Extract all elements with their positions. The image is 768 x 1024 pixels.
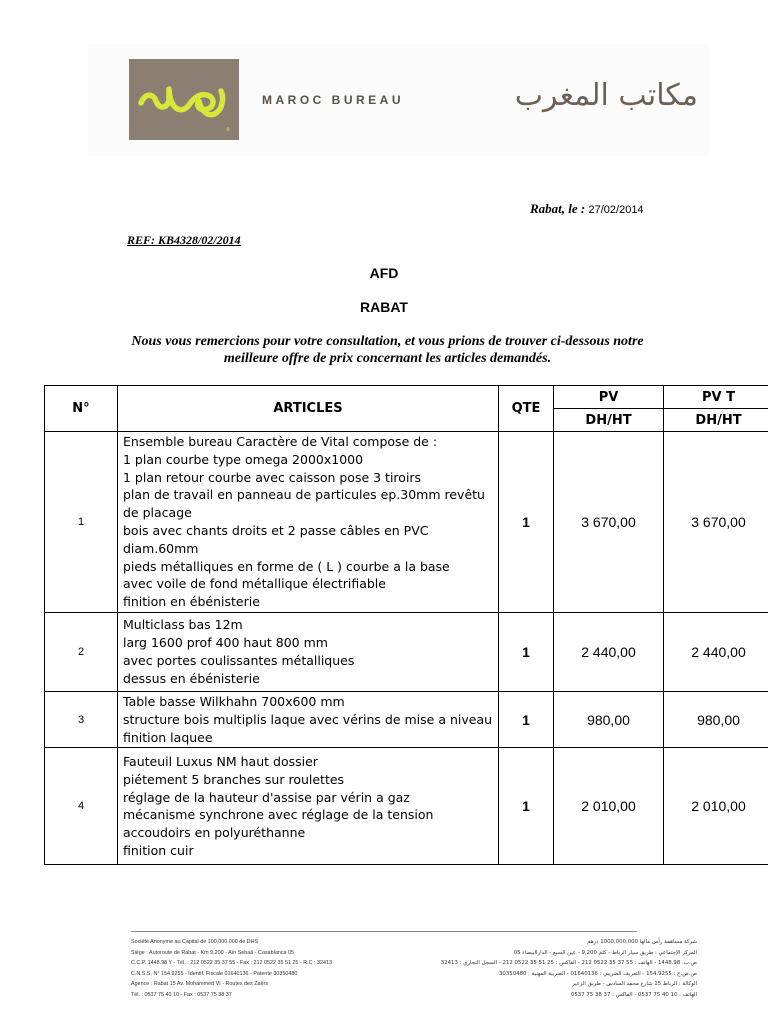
header-qte: QTE — [499, 386, 554, 432]
article-description — [118, 748, 499, 865]
article-line: larg 1600 prof 400 haut 800 mm — [123, 635, 328, 651]
row-number: 3 — [45, 691, 118, 747]
svg-text:®: ® — [226, 127, 230, 133]
table-row — [45, 432, 768, 613]
unit-price: 2 010,00 — [554, 748, 664, 865]
footer-divider — [131, 931, 637, 932]
footer-line: Tél. : 0537 75 40 10 - Fax : 0537 75 38 37 — [131, 991, 232, 998]
article-line: plan de travail en panneau de particules ep.30mm revêtu — [123, 487, 485, 503]
footer-line: C.N.S.S. N° 154.9255 - Identif. Fiscale 01640136 - Patente 30350480 — [131, 970, 298, 977]
company-logo — [129, 59, 239, 140]
quantity: 1 — [499, 612, 554, 691]
footer-line: C.C.P. 1448.98 Y - Tél. : 212 0522 35 37 55 - Fax : 212 0522 35 51 25 - R.C : 32413 — [131, 960, 332, 966]
quantity: 1 — [499, 432, 554, 613]
row-number: 4 — [45, 748, 118, 865]
article-line: 1 plan retour courbe avec caisson pose 3 tiroirs — [123, 469, 422, 485]
footer-line: ص.ض.ج : 154.9255 - التعريف الضريبي : 01640136 - الضريبة المهنية : 30350480 — [499, 970, 697, 977]
table-row — [45, 612, 768, 691]
header-no: N° — [45, 386, 118, 432]
header-unit-pvt: DH/HT — [664, 409, 768, 432]
brand-name-latin: MAROC BUREAU — [262, 93, 404, 107]
article-line: finition laquee — [123, 729, 213, 745]
intro-line: meilleure offre de prix concernant les articles demandés. — [223, 351, 552, 366]
article-line: avec voile de fond métallique électrifiable — [123, 576, 386, 592]
article-line: de placage — [123, 505, 192, 521]
article-line: Fauteuil Luxus NM haut dossier — [123, 753, 318, 769]
row-number: 2 — [45, 612, 118, 691]
article-line: finition en ébénisterie — [123, 594, 260, 610]
row-number: 1 — [45, 432, 118, 613]
reference-number: REF: KB4328/02/2014 — [127, 233, 241, 247]
article-line: Ensemble bureau Caractère de Vital compose de : — [123, 434, 438, 449]
letter-date — [530, 201, 710, 217]
article-description — [118, 432, 499, 613]
header-articles: ARTICLES — [118, 386, 499, 432]
recipient-city: RABAT — [360, 299, 408, 315]
article-line: structure bois multiplis laque avec vérins de mise a niveau — [123, 711, 493, 727]
logo-mark-icon — [129, 59, 239, 140]
header-unit-pv: DH/HT — [554, 409, 664, 432]
header-pvt: PV T — [664, 386, 768, 409]
footer-line: Siège : Autoroute de Rabat - Km 9,200 - Aïn Sebaâ - Casablanca 05 — [131, 949, 295, 956]
article-line: bois avec chants droits et 2 passe câbles en PVC — [123, 522, 429, 538]
article-line: diam.60mm — [123, 540, 199, 556]
date-value: 27/02/2014 — [588, 204, 644, 216]
header-pv: PV — [554, 386, 664, 409]
total-price: 2 010,00 — [664, 748, 768, 865]
footer-line: Agence : Rabat 15 Av. Mohammed VI - Routes des Zaërs — [131, 981, 269, 987]
brand-name-arabic: مكاتب المغرب — [514, 78, 698, 113]
intro-text — [60, 333, 715, 367]
article-line: Multiclass bas 12m — [123, 617, 243, 633]
article-line: Table basse Wilkhahn 700x600 mm — [123, 693, 345, 709]
total-price: 3 670,00 — [664, 432, 768, 613]
article-line: finition cuir — [123, 842, 194, 858]
article-line: 1 plan courbe type omega 2000x1000 — [123, 451, 364, 467]
article-line: dessus en ébénisterie — [123, 670, 260, 686]
article-line: pieds métalliques en forme de ( L ) courbe a la base — [123, 558, 450, 574]
price-offer-table — [44, 385, 768, 865]
article-line: accoudoirs en polyuréthanne — [123, 825, 306, 841]
article-line: piétement 5 branches sur roulettes — [123, 771, 345, 787]
footer-line: ص.ب. 1448.98 - الهاتف : 55 37 35 0522 212 - الفاكس : 25 51 35 0522 212 - السجل التجاري : 32413 — [440, 960, 697, 966]
footer-line: شركة مساهمة رأس مالها 1000,000,000 درهم — [587, 939, 697, 945]
unit-price: 2 440,00 — [554, 612, 664, 691]
article-line: mécanisme synchrone avec réglage de la tension — [123, 807, 434, 823]
footer-line: Société Anonyme au Capital de 100,000.000 de DHS — [131, 939, 259, 945]
footer-line: الهاتف : 10 40 75 0537 - الفاكس : 37 38 75 0537 — [570, 991, 697, 998]
article-line: avec portes coulissantes métalliques — [123, 652, 355, 668]
footer-line: المركز الإجتماعي : طريق سيار الرباط - كلم 9,200 - عين السبع - الدارالبيضاء 05 — [513, 949, 697, 956]
total-price: 2 440,00 — [664, 612, 768, 691]
total-price: 980,00 — [664, 691, 768, 747]
article-line: réglage de la hauteur d'assise par vérin a gaz — [123, 789, 410, 805]
table-row — [45, 748, 768, 865]
footer-company-info-ar — [392, 937, 697, 1000]
footer-line: الوكالة : الرباط 15 شارع محمد السادس - طريق الزعير — [571, 981, 697, 987]
quantity: 1 — [499, 748, 554, 865]
quantity: 1 — [499, 691, 554, 747]
intro-line: Nous vous remercions pour votre consultation, et vous prions de trouver ci-dessous notre — [131, 334, 644, 349]
table-row — [45, 691, 768, 747]
unit-price: 3 670,00 — [554, 432, 664, 613]
article-description — [118, 691, 499, 747]
recipient-name: AFD — [369, 265, 399, 281]
date-label: Rabat, le : — [530, 201, 586, 216]
unit-price: 980,00 — [554, 691, 664, 747]
article-description — [118, 612, 499, 691]
footer-company-info-fr — [131, 937, 401, 1000]
